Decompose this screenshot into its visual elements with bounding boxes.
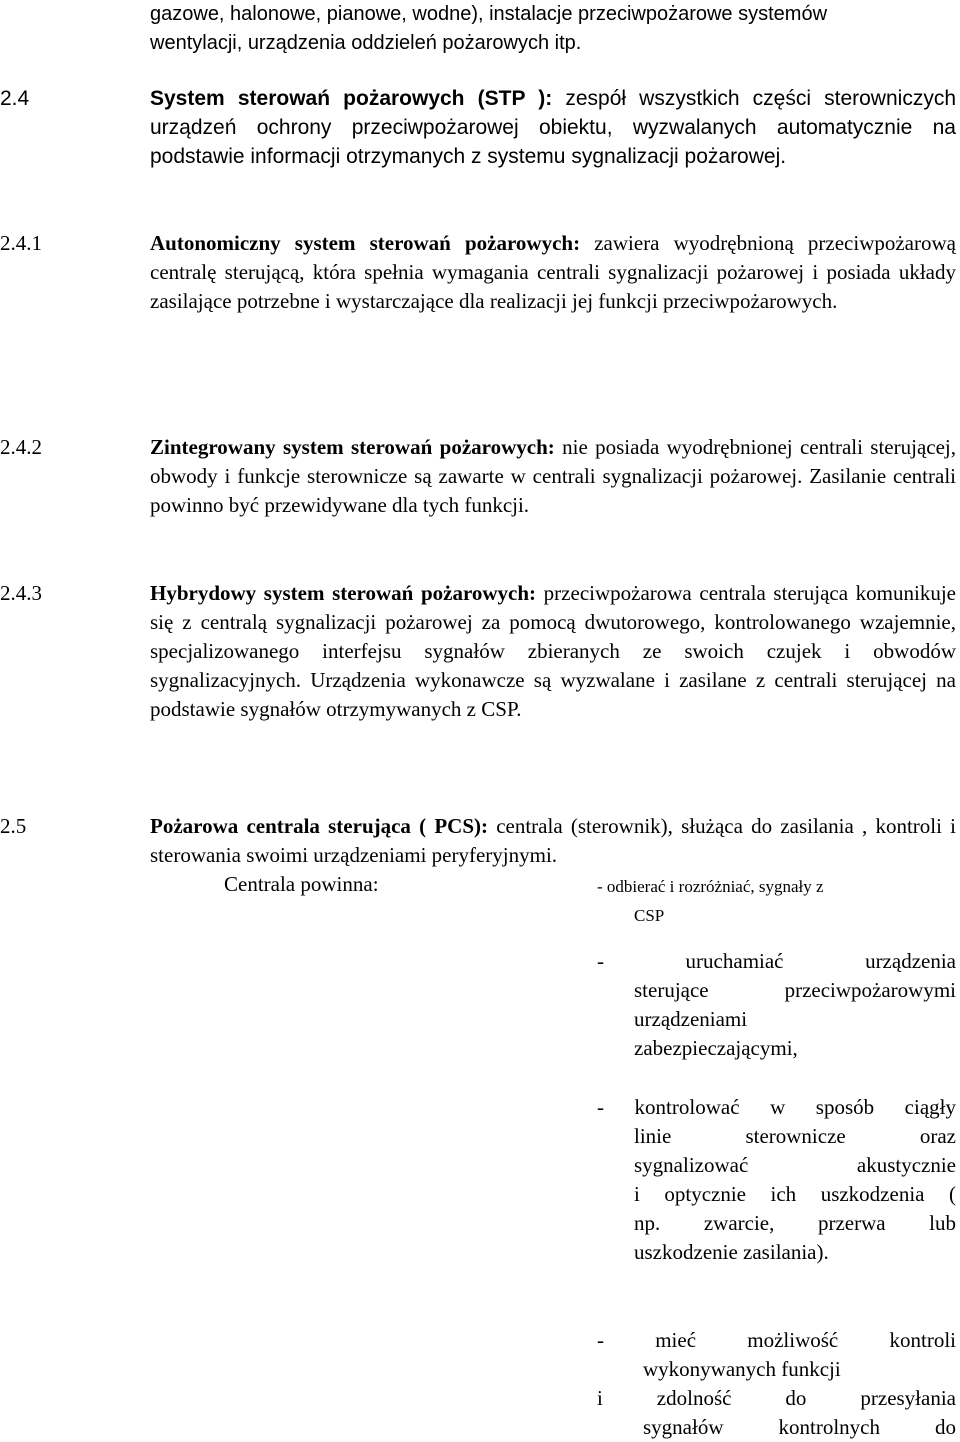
list-item-2 <box>597 947 956 1063</box>
list-item-line: CSP <box>634 906 665 925</box>
list-item-1 <box>597 872 887 930</box>
intro-line: gazowe, halonowe, pianowe, wodne), instalacje przeciwpożarowe systemów <box>150 3 828 25</box>
centrala-label: Centrala powinna: <box>224 872 379 896</box>
list-item-line: - mieć możliwość kontroli <box>597 1328 956 1352</box>
list-item-line: wykonywanych funkcji <box>643 1357 841 1381</box>
list-item-3 <box>597 1093 956 1267</box>
section-term: Pożarowa centrala sterująca ( PCS): <box>150 814 488 838</box>
section-body: nie posiada wyodrębnionej centrali sterującej, obwody i funkcje sterownicze są zawarte w centrali sygnalizacji pożarowej. Zasilanie centrali powinno być przewidywane dla tych funkcji. <box>150 435 957 517</box>
list-item-4 <box>597 1326 956 1442</box>
list-item-line: sygnalizować akustycznie <box>634 1153 956 1177</box>
list-item-line: i optycznie ich uszkodzenia ( <box>634 1182 956 1206</box>
section-term: Zintegrowany system sterowań pożarowych: <box>150 435 555 459</box>
section-body: zespół wszystkich części sterowniczych urządzeń ochrony przeciwpożarowej obiektu, wyzwalanych automatycznie na podstawie informacji otrzymanych z systemu sygnalizacji pożarowej. <box>150 87 956 168</box>
list-item-line: sygnałów kontrolnych do <box>643 1415 956 1439</box>
section-number: 2.5 <box>0 814 27 838</box>
intro-line: wentylacji, urządzenia oddzieleń pożarowych itp. <box>150 32 582 54</box>
section-text <box>150 229 956 316</box>
section-body: centrala (sterownik), służąca do zasilania , kontroli i sterowania swoimi urządzeniami peryferyjnymi. <box>150 814 956 867</box>
section-body: przeciwpożarowa centrala sterująca komunikuje się z centralą sygnalizacji pożarowej za pomocą dwutorowego, kontrolowanego wzajemnie, specjalizowanego interfejsu sygnałów zbieranych ze swoich czujek i obwodów sygnalizacyjnych. Urządzenia wykonawcze są wyzwalane i zasilane z centrali sterującej na podstawie sygnałów otrzymywanych z CSP. <box>150 581 956 721</box>
section-number: 2.4.1 <box>0 231 42 255</box>
section-body: zawiera wyodrębnioną przeciwpożarową centralę sterującą, która spełnia wymagania centrali sygnalizacji pożarowej i posiada układy zasilające potrzebne i wystarczające dla realizacji jej funkcji przeciwpożarowych. <box>150 231 956 313</box>
section-number: 2.4.3 <box>0 581 42 605</box>
list-item-line: - kontrolować w sposób ciągły <box>597 1095 956 1119</box>
section-number: 2.4 <box>0 87 30 110</box>
section-text <box>150 433 956 520</box>
list-item-line: uszkodzenie zasilania). <box>634 1240 829 1264</box>
intro-text <box>150 0 827 58</box>
section-term: Autonomiczny system sterowań pożarowych: <box>150 231 581 255</box>
section-text <box>150 84 956 171</box>
section-number: 2.4.2 <box>0 435 42 459</box>
section-term: System sterowań pożarowych (STP ): <box>150 87 553 110</box>
list-item-line: - uruchamiać urządzenia <box>597 949 956 973</box>
list-item-line: zabezpieczającymi, <box>634 1036 798 1060</box>
list-item-line: urządzeniami <box>634 1007 748 1031</box>
section-term: Hybrydowy system sterowań pożarowych: <box>150 581 537 605</box>
list-item-line: i zdolność do przesyłania <box>597 1386 956 1410</box>
section-text <box>150 579 956 724</box>
list-item-line: linie sterownicze oraz <box>634 1124 956 1148</box>
section-text <box>150 812 956 870</box>
list-item-line: sterujące przeciwpożarowymi <box>634 978 956 1002</box>
list-item-line: - odbierać i rozróżniać, sygnały z <box>597 877 824 896</box>
list-item-line: np. zwarcie, przerwa lub <box>634 1211 956 1235</box>
